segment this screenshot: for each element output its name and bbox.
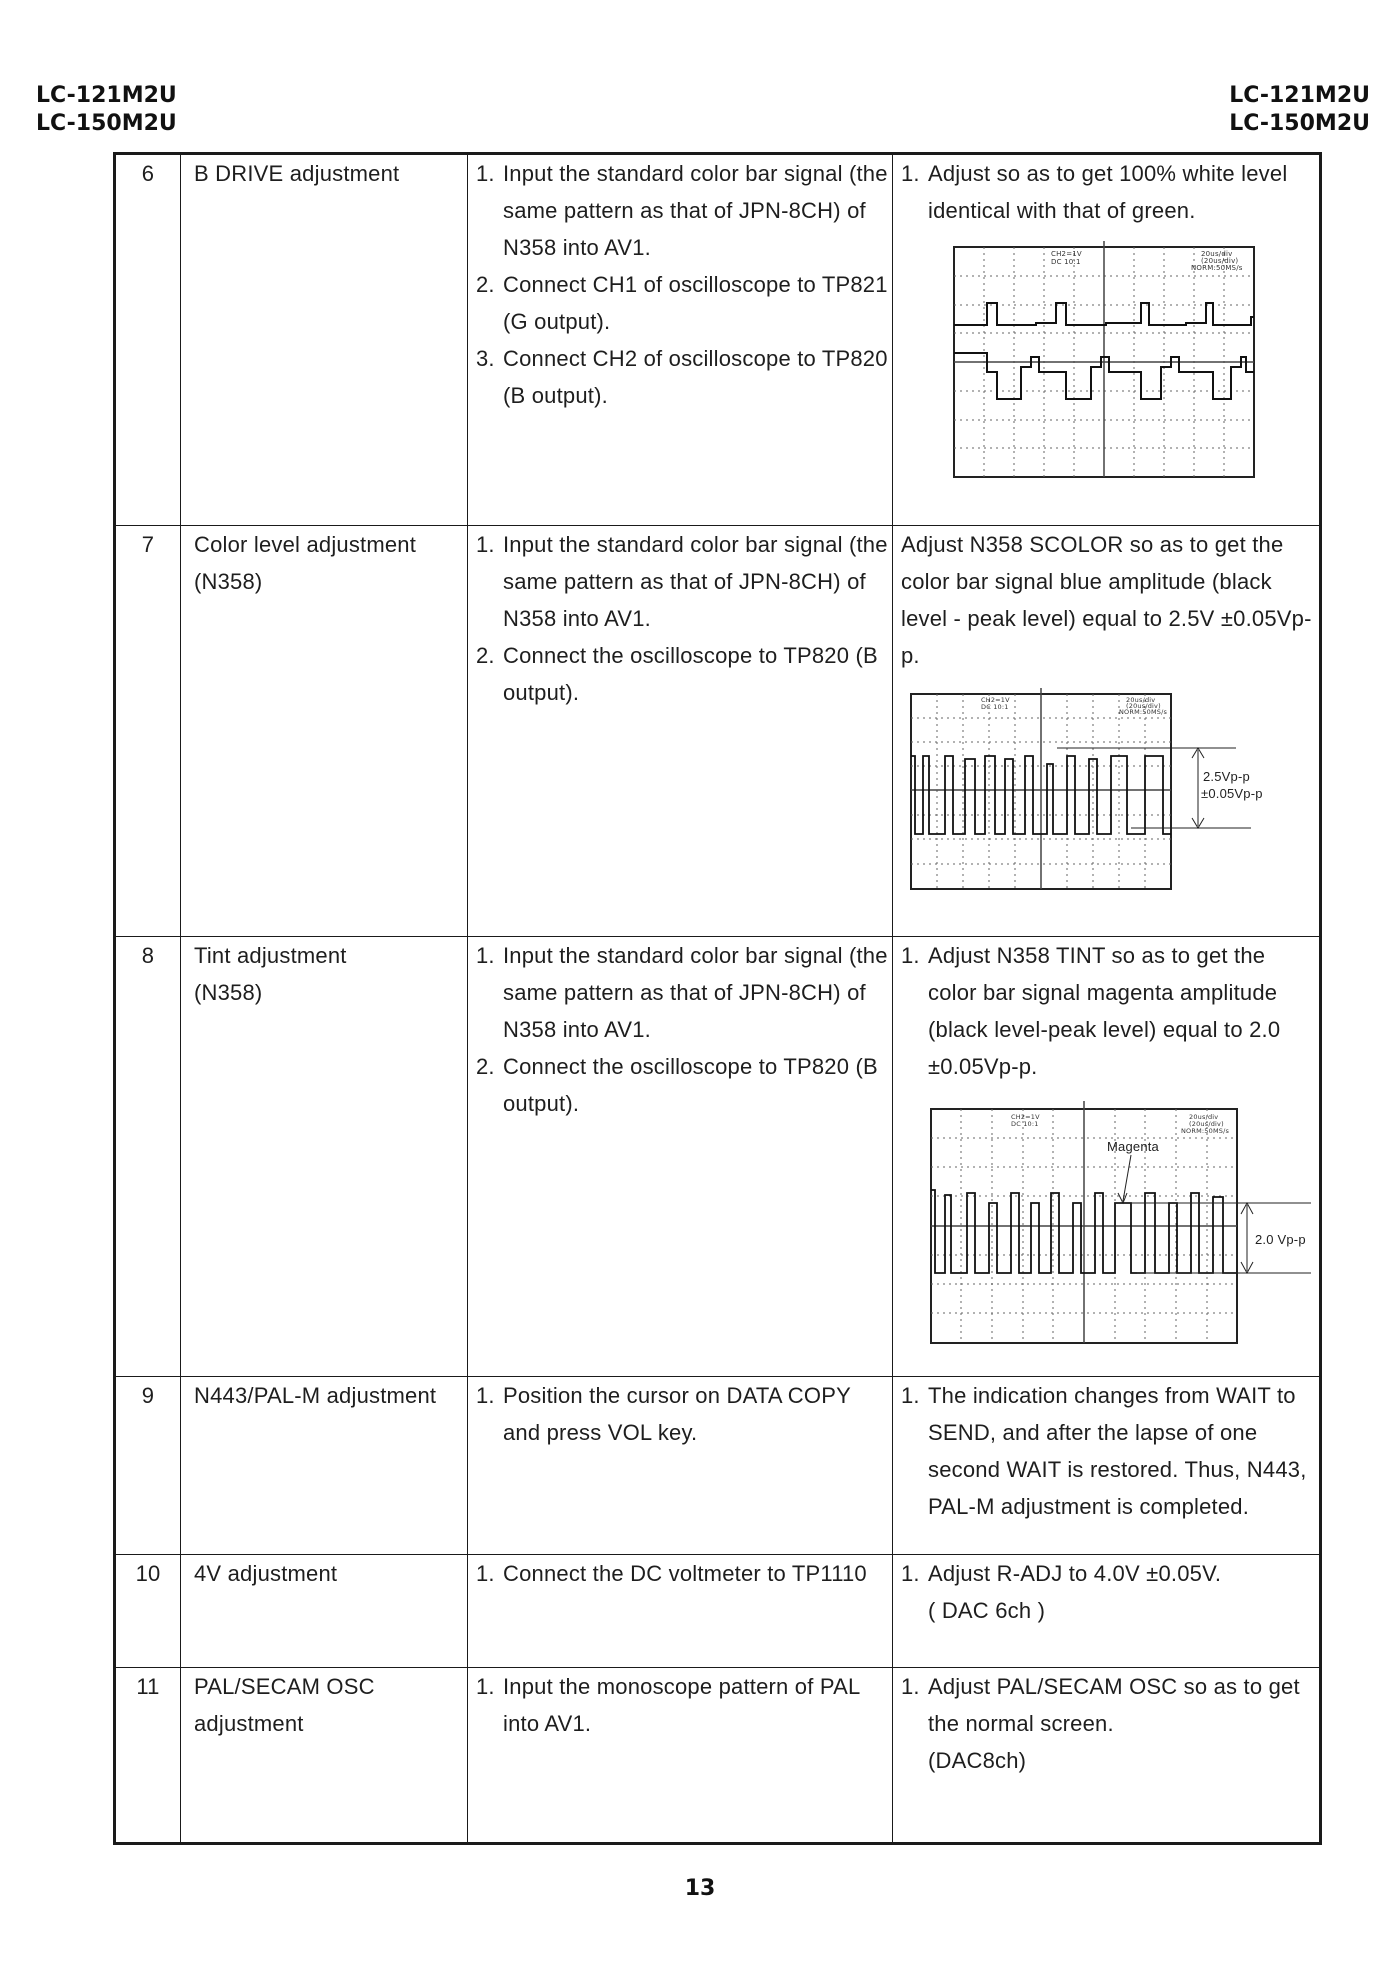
procedure-step: 1. Input the monoscope pattern of PAL into AV1. bbox=[476, 1674, 860, 1736]
adjustment-item: N443/PAL-M adjustment bbox=[181, 1377, 468, 1555]
procedure-step: 1. Position the cursor on DATA COPY and press VOL key. bbox=[476, 1383, 851, 1445]
spec-text: Adjust N358 SCOLOR so as to get the color bar signal blue amplitude (black level - peak level) equal to 2.5V ±0.05Vp-p. bbox=[901, 532, 1312, 668]
step-number: 10 bbox=[115, 1555, 181, 1668]
adjustment-item: B DRIVE adjustment bbox=[181, 154, 468, 526]
adjustment-item: PAL/SECAM OSC adjustment bbox=[181, 1668, 468, 1844]
table-row bbox=[115, 154, 1321, 526]
procedure-step: 3. Connect CH2 of oscilloscope to TP820 (B output). bbox=[476, 346, 888, 408]
table-row bbox=[115, 937, 1321, 1377]
adjustment-item: 4V adjustment bbox=[181, 1555, 468, 1668]
oscilloscope-waveform-tint bbox=[901, 1095, 1321, 1347]
procedure-step: 2. Connect the oscilloscope to TP820 (B output). bbox=[476, 643, 878, 705]
spec-step-extra: (DAC8ch) bbox=[928, 1748, 1027, 1773]
scope-timebase-label: 20us/div bbox=[1189, 1113, 1219, 1121]
procedure-cell bbox=[468, 1555, 893, 1668]
scope-sample-label: NORM:50MS/s bbox=[1181, 1127, 1230, 1135]
amplitude-label: 2.5Vp-p bbox=[1203, 769, 1250, 784]
header-model-right-line2: LC-150M2U bbox=[1229, 111, 1370, 136]
spec-step: 1. Adjust N358 TINT so as to get the color bar signal magenta amplitude (black level-peak level) equal to 2.0 ±0.05Vp-p. bbox=[901, 943, 1281, 1079]
table-row bbox=[115, 1377, 1321, 1555]
step-number: 8 bbox=[115, 937, 181, 1377]
header-model-left bbox=[36, 82, 177, 138]
header-model-left-line1: LC-121M2U bbox=[36, 83, 177, 108]
procedure-step: 2. Connect CH1 of oscilloscope to TP821 (G output). bbox=[476, 272, 888, 334]
table-row bbox=[115, 526, 1321, 937]
scope-sample-label: NORM:50MS/s bbox=[1119, 708, 1168, 716]
scope-timebase-label: 20us/div bbox=[1201, 250, 1233, 258]
spec-step: 1. Adjust R-ADJ to 4.0V ±0.05V. bbox=[901, 1561, 1222, 1586]
header-model-right bbox=[1229, 82, 1370, 138]
scope-ch2-label: CH2=1V bbox=[981, 696, 1010, 704]
table-row bbox=[115, 1668, 1321, 1844]
spec-cell bbox=[893, 937, 1321, 1377]
spec-cell bbox=[893, 1668, 1321, 1844]
procedure-cell bbox=[468, 526, 893, 937]
tolerance-label: ±0.05Vp-p bbox=[1201, 786, 1263, 801]
scope-ch2-label: CH2=1V bbox=[1011, 1113, 1040, 1121]
oscilloscope-waveform-b-drive bbox=[901, 237, 1311, 487]
scope-ch2-label: CH2=1V bbox=[1051, 250, 1082, 258]
spec-step: 1. Adjust so as to get 100% white level identical with that of green. bbox=[901, 161, 1288, 223]
header-model-right-line1: LC-121M2U bbox=[1229, 83, 1370, 108]
procedure-cell bbox=[468, 154, 893, 526]
spec-cell bbox=[893, 1377, 1321, 1555]
spec-cell bbox=[893, 1555, 1321, 1668]
amplitude-label: 2.0 Vp-p bbox=[1255, 1232, 1306, 1247]
scope-coupling-label: DC 10:1 bbox=[1051, 258, 1081, 266]
scope-timebase-sub-label: (20us/div) bbox=[1201, 257, 1239, 265]
oscilloscope-waveform-color-level bbox=[901, 684, 1301, 894]
spec-cell bbox=[893, 526, 1321, 937]
table-row bbox=[115, 1555, 1321, 1668]
step-number: 7 bbox=[115, 526, 181, 937]
scope-timebase-sub-label: (20us/div) bbox=[1189, 1120, 1224, 1128]
procedure-step: 1. Input the standard color bar signal (the same pattern as that of JPN-8CH) of N358 into AV1. bbox=[476, 532, 888, 631]
step-number: 6 bbox=[115, 154, 181, 526]
scope-timebase-sub-label: (20us/div) bbox=[1126, 702, 1161, 710]
scope-sample-label: NORM:50MS/s bbox=[1191, 264, 1243, 272]
page-number: 13 bbox=[684, 1876, 716, 1901]
scope-coupling-label: DC 10:1 bbox=[981, 703, 1009, 711]
procedure-cell bbox=[468, 1377, 893, 1555]
procedure-step: 1. Input the standard color bar signal (the same pattern as that of JPN-8CH) of N358 into AV1. bbox=[476, 161, 888, 260]
spec-step: 1. The indication changes from WAIT to SEND, and after the lapse of one second WAIT is restored. Thus, N443, PAL-M adjustment is completed. bbox=[901, 1383, 1307, 1519]
procedure-step: 1. Input the standard color bar signal (the same pattern as that of JPN-8CH) of N358 into AV1. bbox=[476, 943, 888, 1042]
procedure-step: 1. Connect the DC voltmeter to TP1110 bbox=[476, 1561, 867, 1586]
procedure-cell bbox=[468, 1668, 893, 1844]
procedure-cell bbox=[468, 937, 893, 1377]
procedure-step: 2. Connect the oscilloscope to TP820 (B output). bbox=[476, 1054, 878, 1116]
scope-timebase-label: 20us/div bbox=[1126, 696, 1156, 704]
step-number: 9 bbox=[115, 1377, 181, 1555]
spec-step-extra: ( DAC 6ch ) bbox=[928, 1598, 1046, 1623]
spec-step: 1. Adjust PAL/SECAM OSC so as to get the normal screen. bbox=[901, 1674, 1300, 1736]
magenta-label: Magenta bbox=[1107, 1139, 1159, 1154]
spec-cell bbox=[893, 154, 1321, 526]
adjustment-item: Color level adjustment (N358) bbox=[181, 526, 468, 937]
header-model-left-line2: LC-150M2U bbox=[36, 111, 177, 136]
scope-coupling-label: DC 10:1 bbox=[1011, 1120, 1039, 1128]
adjustment-item: Tint adjustment (N358) bbox=[181, 937, 468, 1377]
adjustment-table bbox=[113, 152, 1322, 1845]
step-number: 11 bbox=[115, 1668, 181, 1844]
